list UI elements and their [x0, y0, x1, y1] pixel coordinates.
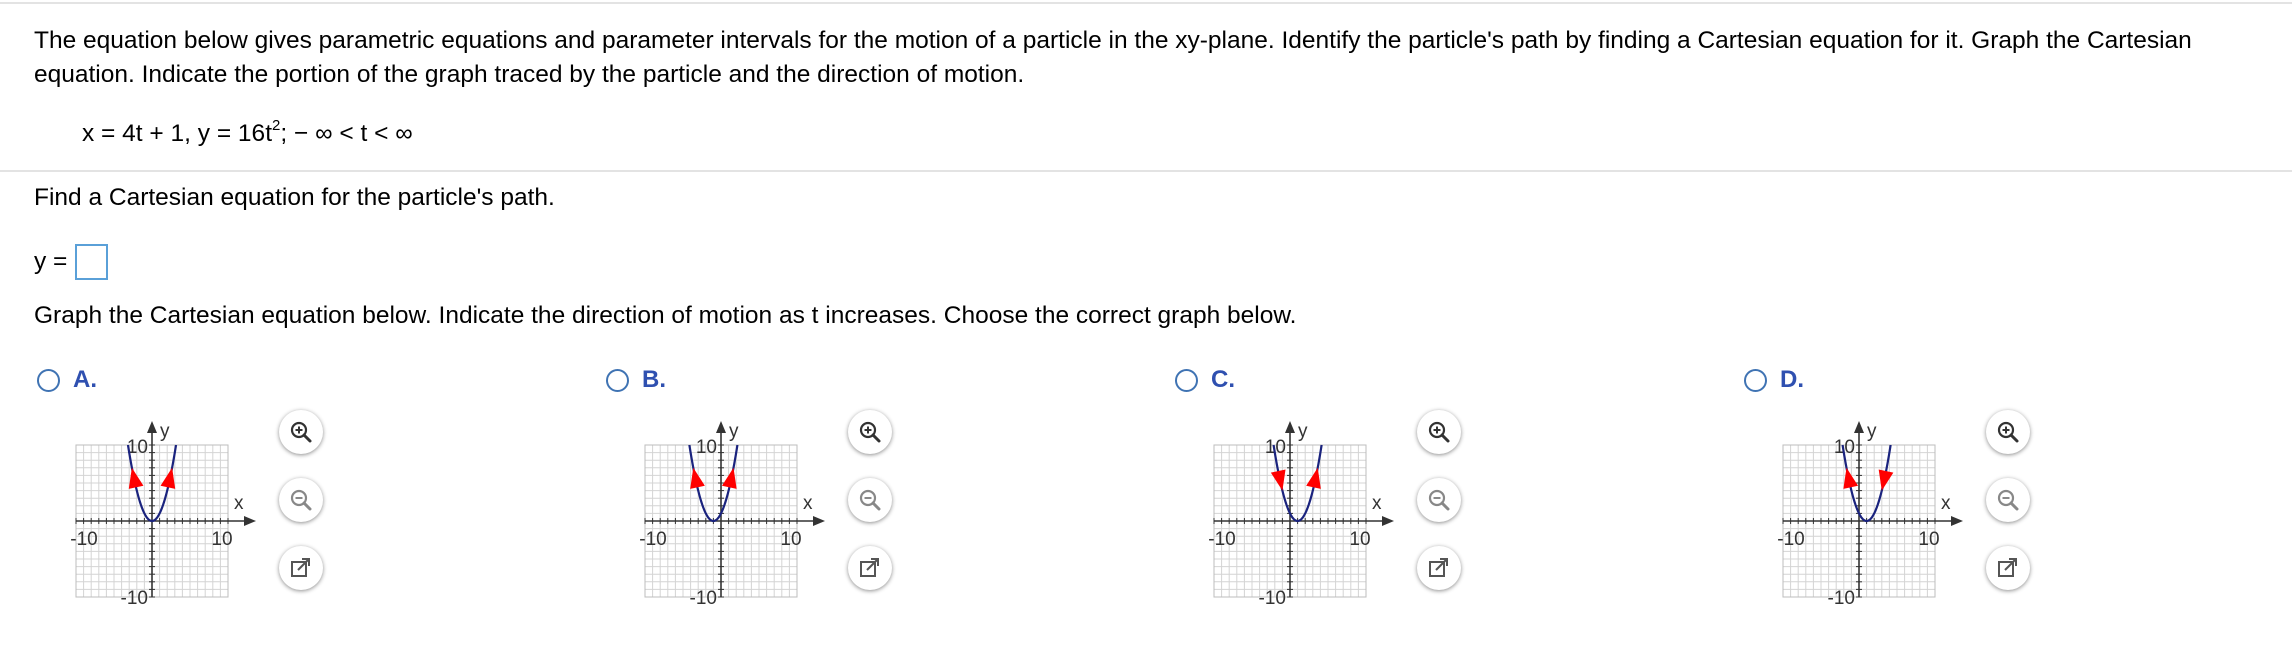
popout-icon	[1427, 556, 1451, 580]
option-d-radio[interactable]	[1744, 369, 1767, 392]
option-b-popout-button[interactable]	[848, 546, 892, 590]
x-max-tick-label: 10	[1918, 529, 1940, 550]
section-divider	[0, 170, 2292, 172]
option-c-zoom-in-button[interactable]	[1417, 410, 1461, 454]
y-min-tick-label: -10	[1258, 588, 1286, 609]
option-a-graph	[70, 412, 307, 632]
problem-statement: The equation below gives parametric equations and parameter intervals for the motion of a particle in the xy-plane. Identify the particle's path by finding a Cartesian equation for it. Graph the Cartesian equation. Indicate the portion of the graph traced by the particle and the direction of motion.	[34, 27, 2192, 88]
question-choose-graph: Graph the Cartesian equation below. Indicate the direction of motion as t increases. Choose the correct graph below.	[34, 302, 1297, 329]
direction-arrow-right	[722, 468, 737, 489]
x-axis-label: x	[1941, 493, 1951, 514]
zoom-out-icon	[858, 488, 882, 512]
option-b-label: B.	[642, 366, 666, 393]
popout-icon	[289, 556, 313, 580]
option-a-popout-button[interactable]	[279, 546, 323, 590]
parametric-equation	[82, 117, 413, 148]
y-axis-arrow	[147, 421, 157, 433]
x-axis-arrow	[813, 516, 825, 526]
option-b-radio[interactable]	[606, 369, 629, 392]
option-b-zoom-out-button[interactable]	[848, 478, 892, 522]
y-max-tick-label: 10	[1833, 437, 1855, 458]
zoom-in-icon	[1996, 420, 2020, 444]
y-axis-label: y	[1867, 421, 1877, 442]
question-cartesian-equation: Find a Cartesian equation for the particle's path.	[34, 184, 555, 211]
y-min-tick-label: -10	[1827, 588, 1855, 609]
option-c-popout-button[interactable]	[1417, 546, 1461, 590]
option-c-graph	[1208, 412, 1445, 632]
option-c-zoom-out-button[interactable]	[1417, 478, 1461, 522]
answer-prefix: y =	[34, 248, 68, 275]
option-b	[606, 366, 936, 626]
option-a-zoom-in-button[interactable]	[279, 410, 323, 454]
popout-icon	[1996, 556, 2020, 580]
y-axis-arrow	[716, 421, 726, 433]
option-a-zoom-out-button[interactable]	[279, 478, 323, 522]
y-min-tick-label: -10	[120, 588, 148, 609]
option-b-select[interactable]	[606, 366, 666, 394]
y-axis-arrow	[1285, 421, 1295, 433]
option-b-zoom-in-button[interactable]	[848, 410, 892, 454]
y-max-tick-label: 10	[126, 437, 148, 458]
option-d	[1744, 366, 2074, 626]
zoom-out-icon	[289, 488, 313, 512]
x-axis-arrow	[1382, 516, 1394, 526]
option-d-select[interactable]	[1744, 366, 1804, 394]
zoom-out-icon	[1996, 488, 2020, 512]
option-a-label: A.	[73, 366, 97, 393]
option-a-select[interactable]	[37, 366, 97, 394]
y-axis-label: y	[1298, 421, 1308, 442]
top-divider	[0, 2, 2292, 4]
zoom-in-icon	[1427, 420, 1451, 444]
direction-arrow-right	[1879, 469, 1894, 490]
option-d-zoom-out-button[interactable]	[1986, 478, 2030, 522]
y-axis-arrow	[1854, 421, 1864, 433]
x-axis-arrow	[1951, 516, 1963, 526]
option-d-zoom-in-button[interactable]	[1986, 410, 2030, 454]
y-max-tick-label: 10	[695, 437, 717, 458]
direction-arrow-left	[1271, 469, 1286, 490]
option-d-graph	[1777, 412, 2014, 632]
x-min-tick-label: -10	[1208, 529, 1236, 550]
x-min-tick-label: -10	[70, 529, 98, 550]
direction-arrow-left	[690, 468, 705, 489]
option-c-select[interactable]	[1175, 366, 1235, 394]
x-max-tick-label: 10	[1349, 529, 1371, 550]
option-b-graph	[639, 412, 876, 632]
popout-icon	[858, 556, 882, 580]
y-axis-label: y	[160, 421, 170, 442]
option-c-radio[interactable]	[1175, 369, 1198, 392]
answer-row	[34, 244, 108, 280]
option-c	[1175, 366, 1505, 626]
zoom-in-icon	[289, 420, 313, 444]
direction-arrow-left	[129, 468, 144, 489]
x-axis-label: x	[234, 493, 244, 514]
option-a-radio[interactable]	[37, 369, 60, 392]
x-axis-arrow	[244, 516, 256, 526]
x-min-tick-label: -10	[1777, 529, 1805, 550]
x-max-tick-label: 10	[211, 529, 233, 550]
x-axis-label: x	[1372, 493, 1382, 514]
y-min-tick-label: -10	[689, 588, 717, 609]
option-a	[37, 366, 367, 626]
x-max-tick-label: 10	[780, 529, 802, 550]
option-d-label: D.	[1780, 366, 1804, 393]
y-axis-label: y	[729, 421, 739, 442]
x-min-tick-label: -10	[639, 529, 667, 550]
zoom-out-icon	[1427, 488, 1451, 512]
direction-arrow-left	[1843, 468, 1858, 489]
option-c-label: C.	[1211, 366, 1235, 393]
equation-interval: ; − ∞ < t < ∞	[280, 120, 413, 147]
y-max-tick-label: 10	[1264, 437, 1286, 458]
direction-arrow-right	[161, 468, 176, 489]
equation-main: x = 4t + 1, y = 16t	[82, 120, 272, 147]
answer-input[interactable]	[75, 244, 108, 280]
direction-arrow-right	[1306, 468, 1321, 489]
zoom-in-icon	[858, 420, 882, 444]
equation-exponent: 2	[272, 117, 281, 134]
x-axis-label: x	[803, 493, 813, 514]
option-d-popout-button[interactable]	[1986, 546, 2030, 590]
